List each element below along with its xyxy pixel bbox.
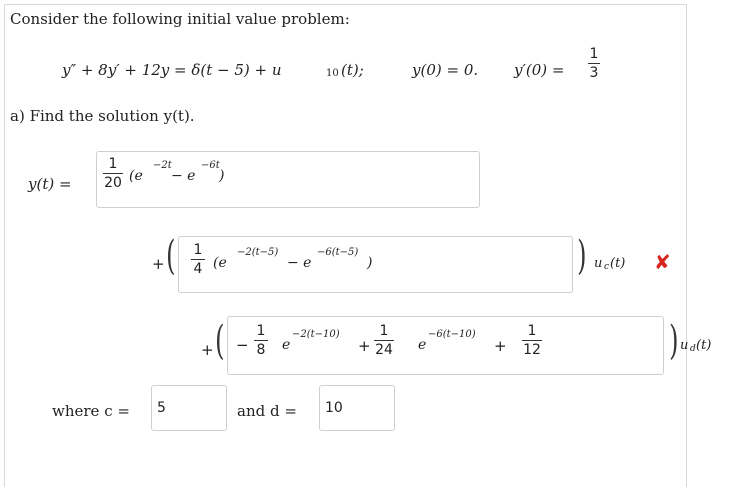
answer1-numerator: 1 [108, 156, 118, 172]
answer1-exp1: −2t [153, 160, 172, 171]
d-value: 10 [325, 400, 343, 416]
answer3-fraction-2 [374, 323, 394, 358]
answer3-numerator-3: 1 [527, 323, 537, 339]
answer3-step: u [680, 338, 689, 353]
ic2-fraction [588, 46, 600, 81]
answer3-numerator-1: 1 [256, 323, 266, 339]
answer3-e2: e [418, 337, 427, 353]
answer3-exp1: −2(t−10) [292, 329, 340, 340]
answer2-fraction [191, 242, 205, 277]
answer1-mid: − e [171, 168, 196, 184]
answer3-fraction-3 [522, 323, 542, 358]
answer2-exp2: −6(t−5) [317, 247, 359, 258]
ic2-numerator: 1 [589, 46, 599, 62]
where-c-label: where c = [52, 402, 130, 420]
answer-label: y(t) = [28, 175, 72, 193]
answer3-e1: e [282, 337, 291, 353]
ode-rhs: (t); [341, 61, 364, 79]
answer3-fraction-1 [254, 323, 268, 358]
answer3-denominator-3: 12 [523, 342, 541, 358]
answer3-minus: − [236, 336, 249, 354]
answer-input-3[interactable] [227, 316, 664, 375]
d-input[interactable] [319, 385, 395, 431]
answer3-plus: + [201, 341, 214, 359]
answer2-step-arg: (t) [610, 256, 626, 271]
answer-input-1[interactable] [96, 151, 480, 208]
answer3-left-paren: ( [215, 318, 225, 364]
answer3-exp2: −6(t−10) [428, 329, 476, 340]
answer2-right-paren: ) [577, 233, 587, 279]
initial-condition-1: y(0) = 0. [412, 61, 479, 79]
incorrect-icon: ✘ [654, 250, 671, 274]
ode-sub: 10 [326, 68, 339, 79]
answer2-left-paren: ( [166, 233, 176, 279]
answer2-exp1: −2(t−5) [237, 247, 279, 258]
initial-condition-2: y′(0) = [514, 61, 565, 79]
answer3-numerator-2: 1 [379, 323, 389, 339]
answer3-denominator-1: 8 [256, 342, 266, 358]
answer2-step-sub: c [604, 262, 610, 272]
answer2-denominator: 4 [193, 261, 203, 277]
c-input[interactable] [151, 385, 227, 431]
answer1-close: ) [219, 168, 225, 184]
answer3-step-sub: d [690, 344, 696, 354]
answer3-plus2: + [494, 337, 507, 355]
ode-lhs: y″ + 8y′ + 12y = δ(t − 5) + u [62, 61, 282, 79]
answer1-fraction [103, 156, 123, 191]
answer2-open: (e [213, 255, 227, 271]
answer3-step-arg: (t) [696, 338, 712, 353]
answer-input-2[interactable] [178, 236, 573, 293]
and-d-label: and d = [237, 402, 297, 420]
problem-intro: Consider the following initial value problem: [10, 10, 350, 28]
answer2-step: u [594, 256, 603, 271]
answer1-denominator: 20 [104, 175, 122, 191]
ic2-denominator: 3 [589, 65, 599, 81]
answer2-mid: − e [287, 255, 312, 271]
answer3-denominator-2: 24 [375, 342, 393, 358]
c-value: 5 [157, 400, 166, 416]
answer2-numerator: 1 [193, 242, 203, 258]
answer2-close: ) [367, 255, 373, 271]
answer1-open: (e [129, 168, 143, 184]
answer3-right-paren: ) [669, 318, 679, 364]
part-a-prompt: a) Find the solution y(t). [10, 107, 195, 125]
answer3-plus1: + [358, 337, 371, 355]
answer1-exp2: −6t [201, 160, 220, 171]
answer2-plus: + [152, 255, 165, 273]
